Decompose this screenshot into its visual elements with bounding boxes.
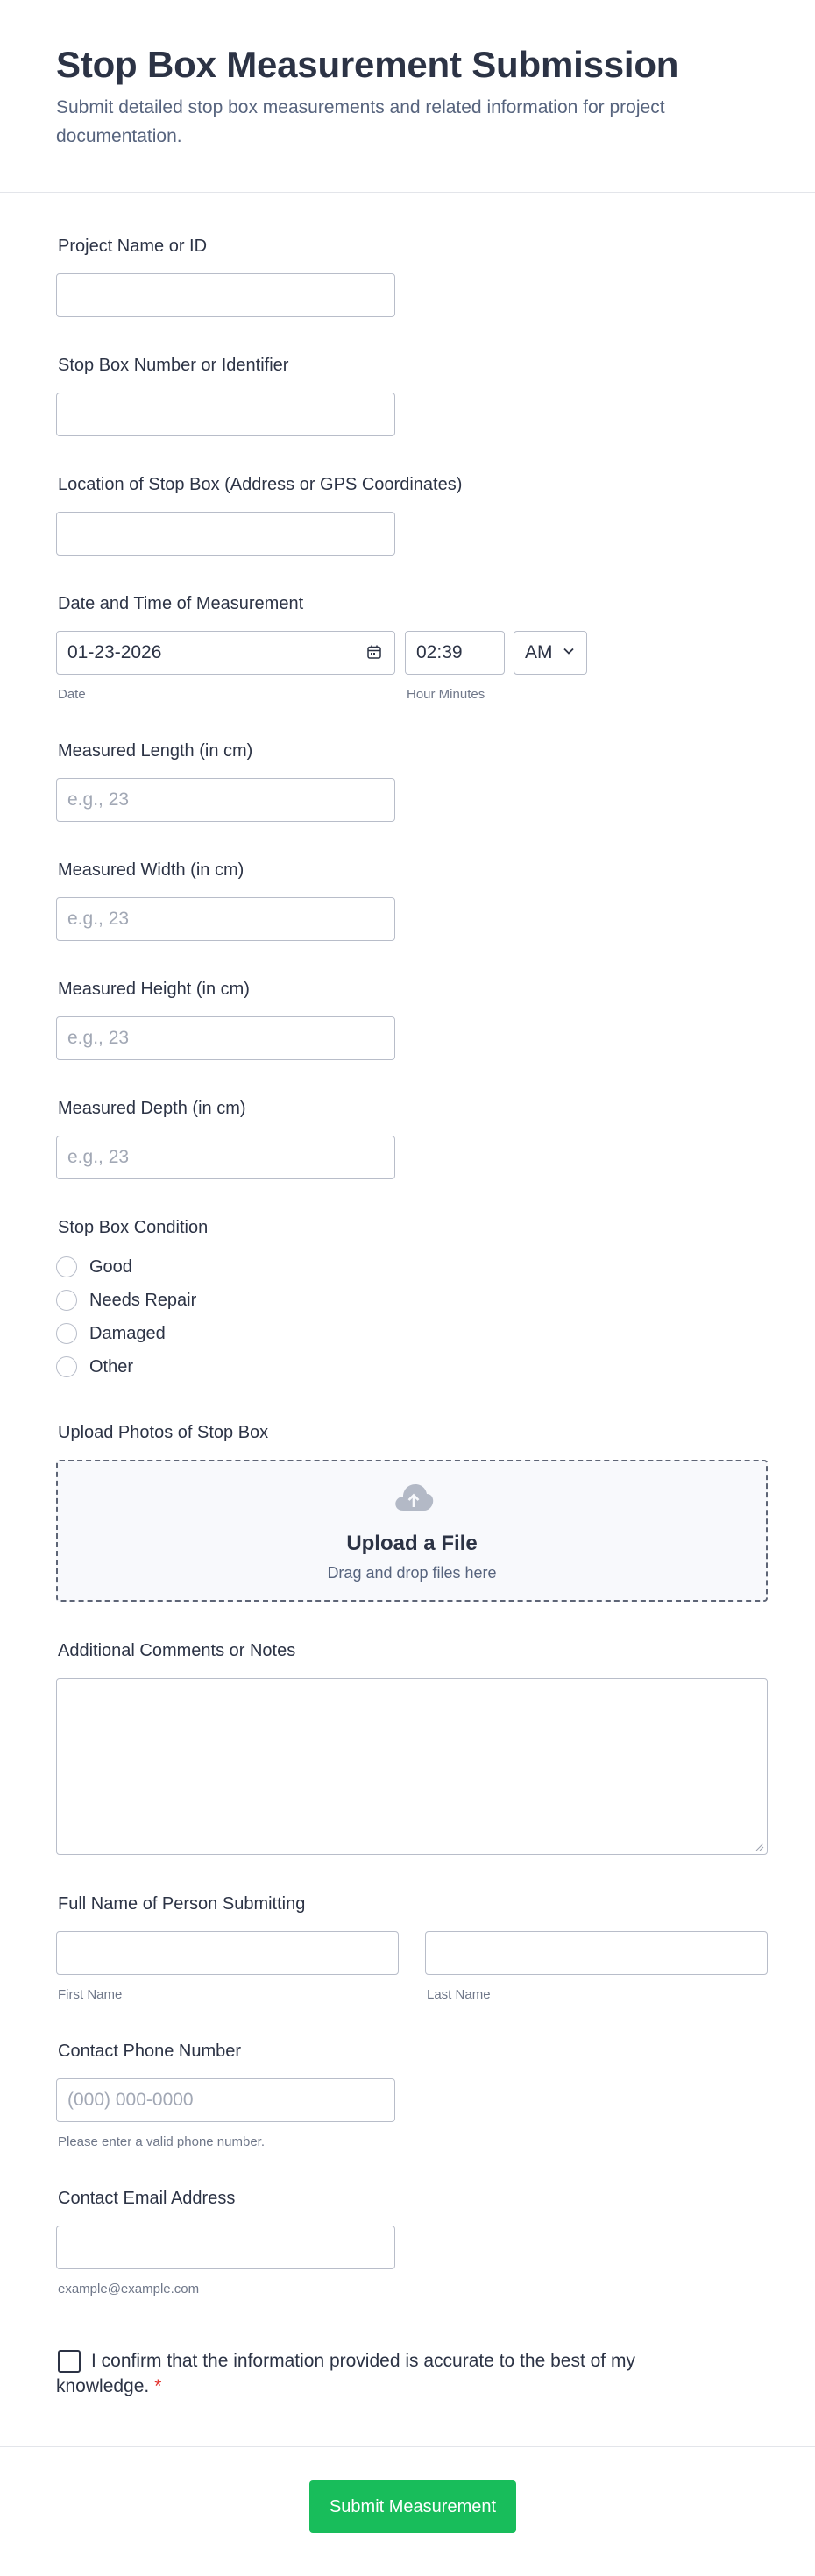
last-name-input[interactable] <box>425 1931 768 1975</box>
time-sublabel: Hour Minutes <box>407 687 485 702</box>
radio-button[interactable] <box>56 1356 77 1377</box>
depth-input[interactable]: e.g., 23 <box>56 1136 395 1179</box>
radio-button[interactable] <box>56 1323 77 1344</box>
last-name-sublabel: Last Name <box>427 1987 491 2002</box>
location-input[interactable] <box>56 512 395 556</box>
width-input[interactable]: e.g., 23 <box>56 897 395 941</box>
required-asterisk: * <box>154 2376 162 2396</box>
length-input[interactable]: e.g., 23 <box>56 778 395 822</box>
radio-option-needs-repair[interactable] <box>56 1289 196 1312</box>
location-label: Location of Stop Box (Address or GPS Coordinates) <box>58 475 463 494</box>
email-input[interactable] <box>56 2226 395 2269</box>
upload-title: Upload a File <box>346 1532 478 1555</box>
confirm-text-block <box>56 2348 722 2399</box>
time-input[interactable]: 02:39 <box>405 631 505 675</box>
comments-textarea[interactable] <box>56 1678 768 1855</box>
confirm-label: I confirm that the information provided is accurate to the best of my knowledge. <box>56 2351 635 2396</box>
full-name-label: Full Name of Person Submitting <box>58 1894 306 1914</box>
radio-button[interactable] <box>56 1256 77 1277</box>
datetime-label: Date and Time of Measurement <box>58 594 304 613</box>
submit-button[interactable]: Submit Measurement <box>309 2480 516 2533</box>
email-label: Contact Email Address <box>58 2189 236 2208</box>
footer-divider <box>0 2446 815 2447</box>
height-input[interactable]: e.g., 23 <box>56 1016 395 1060</box>
radio-label: Good <box>89 1256 132 1277</box>
radio-button[interactable] <box>56 1290 77 1311</box>
cloud-upload-icon <box>393 1481 435 1516</box>
project-input[interactable] <box>56 273 395 317</box>
radio-label: Other <box>89 1356 134 1376</box>
comments-label: Additional Comments or Notes <box>58 1641 296 1660</box>
ampm-value: AM <box>525 642 553 662</box>
photos-label: Upload Photos of Stop Box <box>58 1423 269 1442</box>
first-name-input[interactable] <box>56 1931 399 1975</box>
page-description: Submit detailed stop box measurements and related information for project documentation. <box>56 97 665 146</box>
project-label: Project Name or ID <box>58 237 208 256</box>
chevron-down-icon <box>563 645 575 657</box>
page-title: Stop Box Measurement Submission <box>56 44 679 85</box>
calendar-icon[interactable] <box>366 644 382 660</box>
radio-label: Needs Repair <box>89 1290 197 1310</box>
email-sublabel: example@example.com <box>58 2282 200 2296</box>
box-number-input[interactable] <box>56 393 395 436</box>
first-name-sublabel: First Name <box>58 1987 123 2002</box>
height-label: Measured Height (in cm) <box>58 980 250 999</box>
resize-handle-icon[interactable] <box>755 1843 764 1851</box>
length-label: Measured Length (in cm) <box>58 741 253 761</box>
radio-option-good[interactable] <box>56 1256 132 1278</box>
ampm-select[interactable] <box>514 631 587 675</box>
date-value: 01-23-2026 <box>67 642 162 662</box>
form-header <box>0 0 815 193</box>
width-label: Measured Width (in cm) <box>58 860 244 880</box>
upload-hint: Drag and drop files here <box>327 1564 497 1582</box>
phone-label: Contact Phone Number <box>58 2042 242 2061</box>
box-number-label: Stop Box Number or Identifier <box>58 356 289 375</box>
depth-label: Measured Depth (in cm) <box>58 1099 246 1118</box>
date-input[interactable] <box>56 631 395 675</box>
condition-label: Stop Box Condition <box>58 1218 209 1237</box>
radio-label: Damaged <box>89 1323 166 1343</box>
file-upload-dropzone[interactable] <box>56 1460 768 1602</box>
phone-input[interactable]: (000) 000-0000 <box>56 2078 395 2122</box>
date-sublabel: Date <box>58 687 86 702</box>
radio-option-damaged[interactable] <box>56 1322 166 1345</box>
radio-option-other[interactable] <box>56 1355 133 1378</box>
phone-sublabel: Please enter a valid phone number. <box>58 2134 265 2149</box>
